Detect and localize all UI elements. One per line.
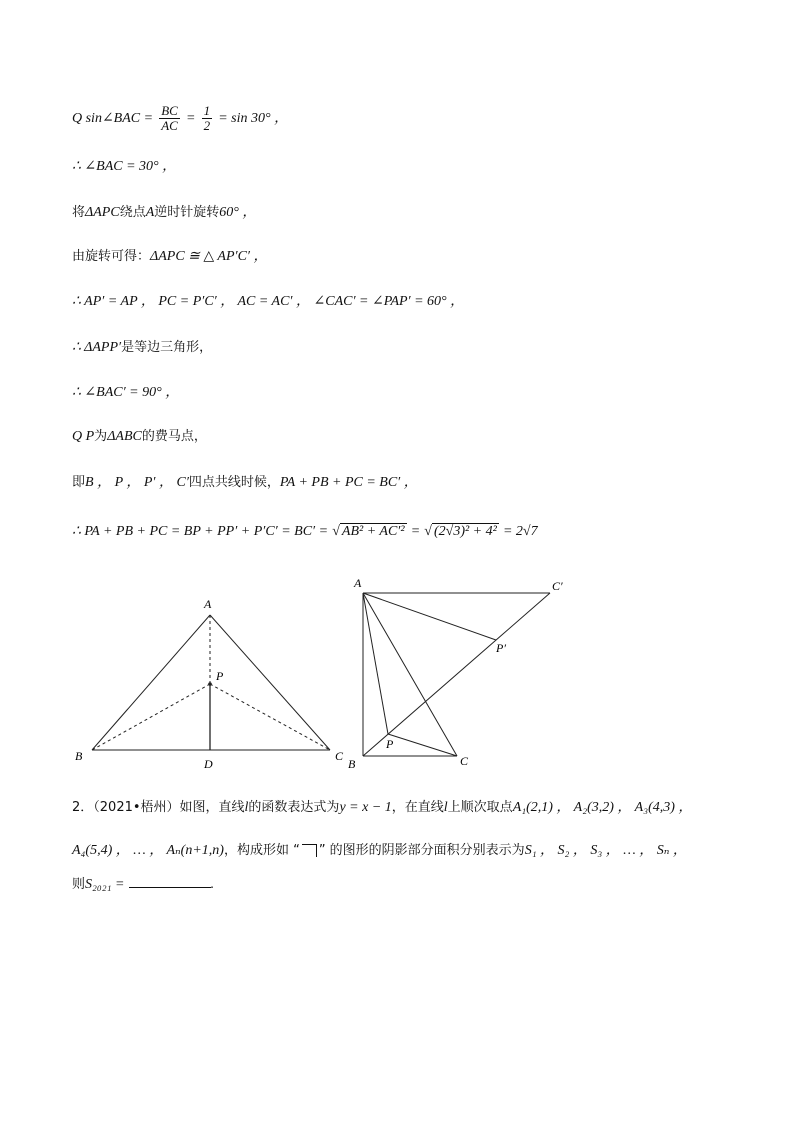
math-fragment: l [443, 800, 448, 815]
text-fragment: ，在直线 [391, 800, 444, 815]
text-fragment: 四点共线时候， [188, 475, 280, 490]
math-fragment: PA + PB + PC = BC′ ， [279, 475, 418, 490]
math-fragment: = 2√7 [502, 524, 538, 539]
corner-shape-icon [302, 844, 317, 857]
text-fragment: 则 [72, 877, 86, 892]
math-fragment: B ， P ， P′ ， C′ [85, 475, 189, 490]
segment-pb-dashed [92, 684, 210, 750]
label-c: C [460, 754, 469, 768]
math-fragment: ΔABC [107, 429, 142, 444]
equals-sign: = [410, 524, 421, 539]
problem-2-line-3 [72, 875, 214, 894]
label-p: P [386, 737, 394, 751]
solution-line-3 [72, 204, 256, 222]
text-fragment: 即 [72, 475, 86, 490]
triangle-figure-left [70, 590, 360, 775]
math-fragment: A₁(2,1) ， A₂(3,2) ， A₃(4,3) ， [512, 800, 693, 815]
solution-line-1 [72, 104, 288, 133]
math-fragment: l [244, 800, 249, 815]
segment-pc-dashed [210, 684, 330, 750]
math-fragment: A [145, 205, 155, 220]
rotation-figure-right [340, 572, 580, 772]
solution-line-8 [72, 428, 207, 446]
label-a: A [204, 597, 212, 611]
fraction-denominator: AC [161, 118, 178, 133]
text-fragment: 是等边三角形， [121, 340, 213, 355]
math-fragment: Q P [72, 429, 95, 444]
equals-sign: = [185, 111, 196, 126]
fraction-bc-ac [159, 104, 180, 133]
math-fragment: S₂₀₂₁ = [85, 877, 125, 892]
math-fragment: 60° ， [219, 205, 257, 220]
problem-2-line-2 [72, 842, 687, 860]
text-fragment: 将 [72, 205, 86, 220]
text-fragment: 的费马点， [141, 429, 207, 444]
math-fragment: A₄(5,4) ， … ， Aₙ(n+1,n) [72, 843, 224, 858]
math-fragment: ∴ ΔAPP′ [72, 340, 122, 355]
fraction-one-half [202, 104, 213, 133]
math-fragment: ∴ PA + PB + PC = BP + PP′ + P′C′ = BC′ = [72, 524, 329, 539]
text-fragment: ，构成形如 “ [223, 843, 300, 858]
sqrt-radicand: (2√3)² + 4² [433, 524, 497, 539]
label-c-prime: C′ [552, 579, 563, 593]
solution-line-6 [72, 339, 212, 357]
segment-ap-prime [363, 593, 496, 640]
label-p-prime: P′ [496, 641, 506, 655]
answer-blank[interactable] [129, 875, 211, 888]
label-d: D [204, 757, 213, 771]
math-fragment: . [210, 877, 215, 892]
line1-suffix: = sin 30° ， [218, 111, 289, 126]
text-fragment: 的函数表达式为 [248, 800, 340, 815]
segment-ac [210, 615, 330, 750]
label-c: C [335, 749, 344, 763]
math-fragment: S₁ ， S₂ ， S₃ ， … ， Sₙ ， [524, 843, 687, 858]
label-b: B [348, 757, 356, 771]
solution-line-9 [72, 474, 418, 492]
sqrt-sign: √ [332, 524, 340, 539]
solution-line-5: ∴ AP′ = AP ， PC = P′C′ ， AC = AC′ ， ∠CAC′ = ∠PAP′ = 60° ， [72, 294, 465, 309]
problem-2-line-1 [72, 799, 692, 817]
line1-prefix: Q sin∠BAC = [72, 111, 154, 126]
sqrt-sign: √ [424, 524, 432, 539]
text-fragment: 逆时针旋转 [154, 205, 220, 220]
math-fragment: y = x − 1 [339, 800, 392, 815]
fraction-numerator: 1 [203, 103, 211, 118]
segment-ab [92, 615, 210, 750]
math-fragment: ΔAPC [85, 205, 120, 220]
text-fragment: 为 [94, 429, 108, 444]
text-fragment: 2．（2021•梧州）如图，直线 [72, 800, 245, 815]
label-a: A [354, 576, 362, 590]
fraction-numerator: BC [161, 103, 178, 118]
text-fragment: 绕点 [119, 205, 146, 220]
solution-line-7: ∴ ∠BAC′ = 90° ， [72, 385, 180, 400]
text-fragment: 由旋转可得： [72, 249, 151, 264]
text-fragment: ” 的图形的阴影部分面积分别表示为 [318, 843, 525, 858]
solution-line-2: ∴ ∠BAC = 30° ， [72, 159, 177, 174]
math-fragment: ΔAPC ≅ △ AP′C′ ， [150, 249, 268, 264]
fraction-denominator: 2 [203, 118, 211, 133]
point-p-dot [208, 682, 212, 686]
label-p: P [216, 669, 224, 683]
solution-line-10 [72, 523, 538, 541]
solution-line-4 [72, 248, 267, 266]
sqrt-radicand: AB² + AC′² [341, 524, 405, 539]
label-b: B [75, 749, 83, 763]
segment-bc-prime [363, 593, 550, 756]
text-fragment: 上顺次取点 [447, 800, 513, 815]
